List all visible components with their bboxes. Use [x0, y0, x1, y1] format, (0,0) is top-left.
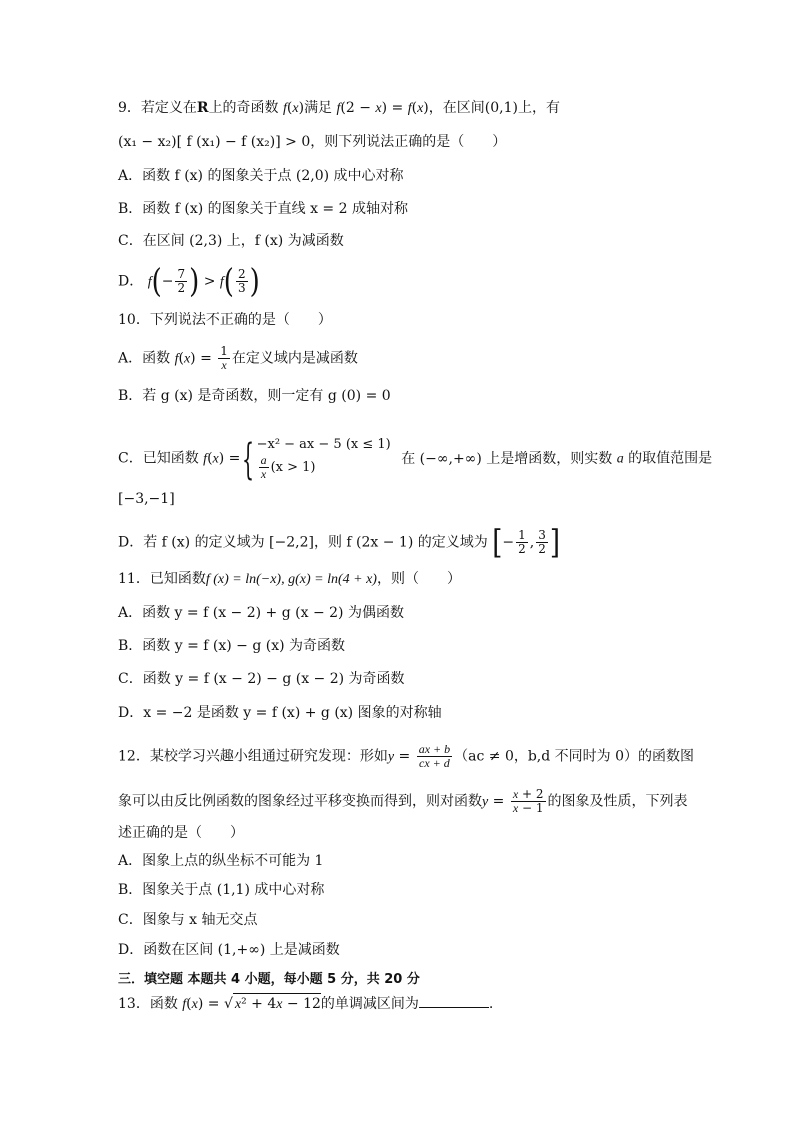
q12-option-a: A．图象上点的纵坐标不可能为 1 [118, 853, 324, 869]
q9-option-d: D． f(− $\frac{7}{2}$ ) > f( $\frac{2}{3}$ ) [118, 262, 260, 301]
q9-stem-line1: 9．若定义在R上的奇函数 f(x)满足 f(2 − x) = f(x)，在区间(0,1)上，有 [118, 100, 560, 116]
q9-R: R [196, 100, 209, 116]
q10-stem: 10．下列说法不正确的是（ ） [118, 312, 332, 328]
q10-option-a: A．函数 f(x) = $\frac{1}{x}$ 在定义域内是减函数 [118, 344, 358, 372]
q9-text: ，在区间 [428, 100, 485, 116]
q12-text3: 象可以由反比例函数的图象经过平移变换而得到，则对函数 [118, 793, 482, 810]
q11-option-a: A．函数 y = f (x − 2) + g (x − 2) 为偶函数 [118, 605, 404, 621]
q10-c-range: [−3,−1] [118, 491, 175, 507]
q13-stem: 13．函数 f(x) = √ x² + 4x − 12的单调减区间为 . [118, 993, 493, 1015]
q10-option-c: C．已知函数 f(x) ={ −x² − ax − 5 (x ≤ 1) $\frac{a}{x}$ (x > 1) 在 (−∞,+∞) 上是增函数，则实数 a 的取值范围是 [118, 434, 713, 483]
q12-stem-line3: 述正确的是（ ） [118, 825, 244, 841]
q11-option-c: C．函数 y = f (x − 2) − g (x − 2) 为奇函数 [118, 671, 405, 687]
q13-text: 13．函数 [118, 996, 178, 1012]
q12-option-d: D．函数在区间 (1,+∞) 上是减函数 [118, 942, 340, 958]
q12-option-b: B．图象关于点 (1,1) 成中心对称 [118, 882, 325, 898]
q10-a-text2: 在定义域内是减函数 [231, 350, 358, 367]
q10-option-b: B．若 g (x) 是奇函数，则一定有 g (0) = 0 [118, 388, 391, 404]
q9-stem-line2: (x₁ − x₂)[ f (x₁) − f (x₂)] > 0，则下列说法正确的是（ ） [118, 134, 507, 150]
q13-text2: 的单调减区间为 [320, 996, 419, 1012]
q9-option-c: C．在区间 (2,3) 上，f (x) 为减函数 [118, 233, 344, 249]
q9-interval: (0,1) [484, 100, 518, 116]
q11-text: 11．已知函数 [118, 571, 206, 587]
q10-d-text: D．若 f (x) 的定义域为 [−2,2]，则 f (2x − 1) 的定义域为 [118, 534, 488, 551]
answer-blank[interactable] [419, 993, 489, 1008]
q11-option-b: B．函数 y = f (x) − g (x) 为奇函数 [118, 638, 346, 654]
q11-text2: ，则（ ） [376, 571, 461, 587]
q12-text: 12．某校学习兴趣小组通过研究发现：形如 [118, 748, 388, 765]
q10-option-d: D．若 f (x) 的定义域为 [−2,2]，则 f (2x − 1) 的定义域为 [− $\frac{1}{2}$ , $\frac{3}{2}$ ] [118, 523, 560, 562]
q12-text4: 的图象及性质，下列表 [547, 793, 688, 810]
q12-stem-line1: 12．某校学习兴趣小组通过研究发现：形如y = $\frac{ax + b}{cx + d}$ （ac ≠ 0，b,d 不同时为 0）的函数图 [118, 742, 695, 770]
q10-c-text3: 的取值范围是 [628, 450, 713, 467]
q11-formula: f (x) = ln(−x), g(x) = ln(4 + x) [205, 572, 377, 587]
q12-stem-line2: 象可以由反比例函数的图象经过平移变换而得到，则对函数y = $\frac{x + 2}{x - 1}$ 的图象及性质，下列表 [118, 787, 688, 815]
q12-text2: （ac ≠ 0，b,d 不同时为 0）的函数图 [454, 748, 695, 765]
q11-option-d: D．x = −2 是函数 y = f (x) + g (x) 图象的对称轴 [118, 705, 442, 721]
q9-text: 上的奇函数 [208, 100, 279, 116]
q10-c-case2: (x > 1) [270, 460, 316, 475]
q10-c-text2: 在 (−∞,+∞) 上是增函数，则实数 [401, 450, 613, 467]
q9-text: 9．若定义在 [118, 100, 197, 116]
q9-text: 上，有 [517, 100, 560, 116]
q9-option-b: B．函数 f (x) 的图象关于直线 x = 2 成轴对称 [118, 201, 408, 217]
q9-text: 满足 [304, 100, 333, 116]
q10-c-case1: −x² − ax − 5 (x ≤ 1) [256, 437, 391, 452]
q9-option-a: A．函数 f (x) 的图象关于点 (2,0) 成中心对称 [118, 168, 404, 184]
q12-option-c: C．图象与 x 轴无交点 [118, 912, 258, 928]
q9-d-label: D． [118, 273, 144, 290]
q10-a-text: A．函数 [118, 350, 171, 367]
q10-c-text: C．已知函数 [118, 450, 199, 467]
q13-end: . [488, 996, 494, 1012]
section-heading: 三．填空题 本题共 4 小题，每小题 5 分，共 20 分 [118, 972, 420, 987]
q11-stem [118, 569, 461, 590]
